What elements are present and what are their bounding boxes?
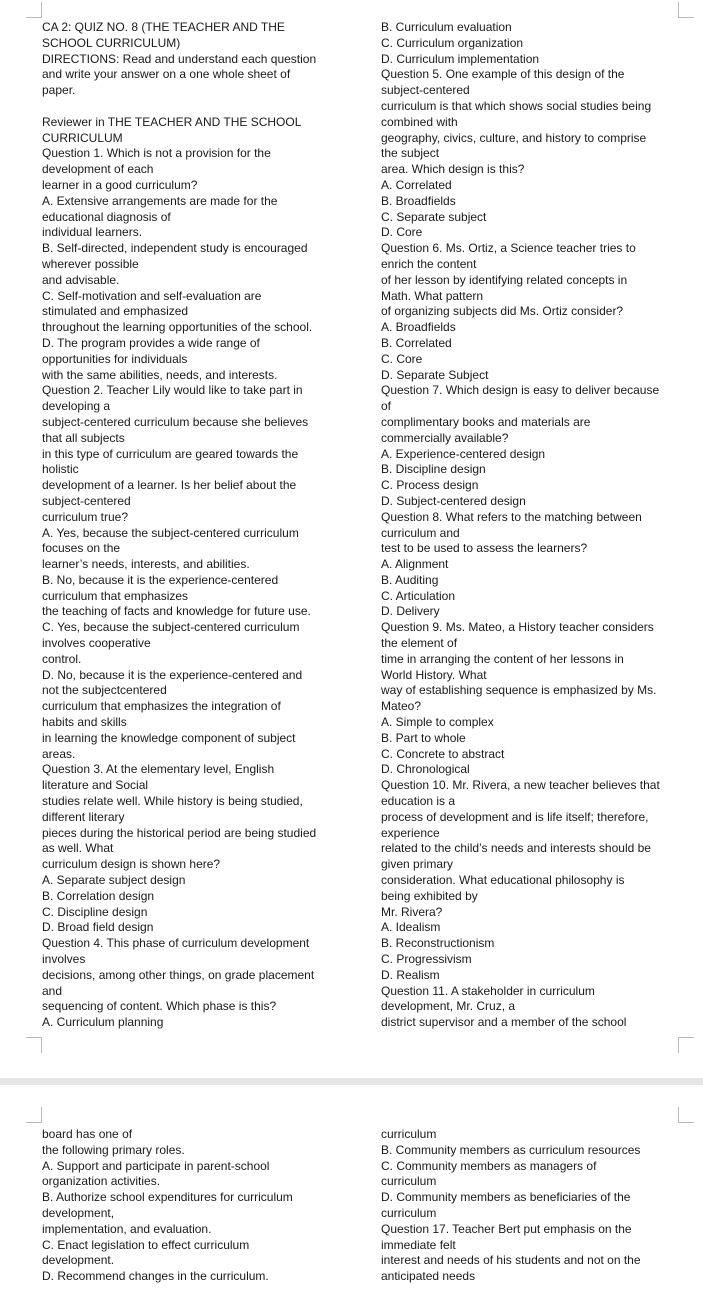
text-line: learner’s needs, interests, and abilities. xyxy=(42,557,250,572)
text-line: Question 5. One example of this design of the xyxy=(381,67,625,82)
text-line: interest and needs of his students and not on the xyxy=(381,1253,641,1268)
text-line: D. Community members as beneficiaries of the xyxy=(381,1190,631,1205)
text-line: A. Alignment xyxy=(381,557,449,572)
text-line: C. Yes, because the subject-centered curriculum xyxy=(42,620,300,635)
text-line: D. Curriculum implementation xyxy=(381,51,540,66)
text-line: Question 8. What refers to the matching between xyxy=(381,509,642,524)
text-line: development of each xyxy=(42,162,154,177)
text-line: CURRICULUM xyxy=(42,130,123,145)
text-line: D. Subject-centered design xyxy=(381,493,526,508)
page-corner-mark xyxy=(26,1037,42,1053)
text-line: the following primary roles. xyxy=(42,1142,185,1157)
text-line: D. Realism xyxy=(381,967,440,982)
text-line: Question 9. Ms. Mateo, a History teacher considers xyxy=(381,620,654,635)
text-line: B. Discipline design xyxy=(381,462,486,477)
text-line: D. Delivery xyxy=(381,604,440,619)
text-line: Question 2. Teacher Lily would like to take part in xyxy=(42,383,303,398)
text-line: Mr. Rivera? xyxy=(381,904,443,919)
text-line: studies relate well. While history is being studied, xyxy=(42,794,303,809)
text-line: B. Broadfields xyxy=(381,193,456,208)
text-line: experience xyxy=(381,825,440,840)
text-line: with the same abilities, needs, and interests. xyxy=(42,367,278,382)
text-line: C. Curriculum organization xyxy=(381,35,524,50)
text-line: related to the child’s needs and interests should be xyxy=(381,841,651,856)
text-line: of organizing subjects did Ms. Ortiz consider? xyxy=(381,304,624,319)
text-line: B. Authorize school expenditures for curriculum xyxy=(42,1190,293,1205)
text-line: throughout the learning opportunities of the school. xyxy=(42,320,313,335)
text-line: board has one of xyxy=(42,1127,133,1141)
text-line: habits and skills xyxy=(42,715,127,730)
text-line: geography, civics, culture, and history to comprise xyxy=(381,130,647,145)
text-line: curriculum xyxy=(381,1127,437,1141)
text-line: involves cooperative xyxy=(42,636,151,651)
text-line: in learning the knowledge component of subject xyxy=(42,730,296,745)
text-line: B. Reconstructionism xyxy=(381,936,495,951)
text-line: C. Community members as managers of xyxy=(381,1158,597,1173)
text-line: organization activities. xyxy=(42,1174,161,1189)
text-line: implementation, and evaluation. xyxy=(42,1221,212,1236)
text-line: D. Core xyxy=(381,225,423,240)
text-line: curriculum xyxy=(381,1174,437,1189)
text-line: commercially available? xyxy=(381,430,509,445)
text-line: Question 1. Which is not a provision for the xyxy=(42,146,271,161)
text-line: immediate felt xyxy=(381,1237,456,1252)
text-line: B. Part to whole xyxy=(381,730,466,745)
text-line: D. The program provides a wide range of xyxy=(42,335,260,350)
text-line: area. Which design is this? xyxy=(381,162,525,177)
text-line: D. No, because it is the experience-centered and xyxy=(42,667,303,682)
text-line: given primary xyxy=(381,857,454,872)
page2-left-column xyxy=(42,1127,352,1285)
text-line: A. Broadfields xyxy=(381,320,456,335)
text-line: development, xyxy=(42,1205,115,1220)
text-line: different literary xyxy=(42,809,125,824)
text-line: the teaching of facts and knowledge for future use. xyxy=(42,604,311,619)
text-line: A. Experience-centered design xyxy=(381,446,546,461)
text-line: Question 11. A stakeholder in curriculum xyxy=(381,983,595,998)
text-line: areas. xyxy=(42,746,76,761)
text-line: Mateo? xyxy=(381,699,422,714)
text-line: individual learners. xyxy=(42,225,143,240)
text-line: pieces during the historical period are being studied xyxy=(42,825,317,840)
text-line: SCHOOL CURRICULUM) xyxy=(42,35,181,50)
text-line: Question 4. This phase of curriculum development xyxy=(42,936,310,951)
text-line: developing a xyxy=(42,399,111,414)
page1-left-column xyxy=(42,20,352,1031)
text-line: Question 3. At the elementary level, English xyxy=(42,762,275,777)
text-line: in this type of curriculum are geared towards the xyxy=(42,446,299,461)
text-line: opportunities for individuals xyxy=(42,351,188,366)
page2-right-column xyxy=(381,1127,691,1285)
text-line: CA 2: QUIZ NO. 8 (THE TEACHER AND THE xyxy=(42,20,285,34)
text-line: sequencing of content. Which phase is this? xyxy=(42,999,277,1014)
text-line xyxy=(42,99,352,115)
text-line: way of establishing sequence is emphasized by Ms. xyxy=(381,683,657,698)
text-line: educational diagnosis of xyxy=(42,209,171,224)
text-line: A. Separate subject design xyxy=(42,873,186,888)
text-line: wherever possible xyxy=(42,256,139,271)
text-line: B. Correlated xyxy=(381,335,452,350)
text-line: of her lesson by identifying related concepts in xyxy=(381,272,628,287)
text-line: test to be used to assess the learners? xyxy=(381,541,588,556)
text-line: development. xyxy=(42,1253,115,1268)
text-line: A. Extensive arrangements are made for the xyxy=(42,193,278,208)
text-line: D. Broad field design xyxy=(42,920,154,935)
text-line: curriculum and xyxy=(381,525,460,540)
page-corner-mark xyxy=(678,1107,694,1123)
text-line: C. Enact legislation to effect curriculum xyxy=(42,1237,250,1252)
text-line: subject-centered curriculum because she believes xyxy=(42,414,309,429)
text-line: C. Core xyxy=(381,351,423,366)
text-line: B. Curriculum evaluation xyxy=(381,20,512,34)
text-line: and write your answer on a one whole sheet of xyxy=(42,67,291,82)
text-line: A. Simple to complex xyxy=(381,715,494,730)
text-line: decisions, among other things, on grade placement xyxy=(42,967,315,982)
text-line: district supervisor and a member of the school xyxy=(381,1015,627,1030)
text-line: A. Curriculum planning xyxy=(42,1015,164,1030)
text-line: the element of xyxy=(381,636,458,651)
text-line: curriculum that emphasizes the integration of xyxy=(42,699,281,714)
text-line: as well. What xyxy=(42,841,114,856)
text-line: A. Correlated xyxy=(381,177,452,192)
text-line: development, Mr. Cruz, a xyxy=(381,999,516,1014)
text-line: C. Separate subject xyxy=(381,209,487,224)
text-line: education is a xyxy=(381,794,456,809)
text-line: and xyxy=(42,983,63,998)
text-line: DIRECTIONS: Read and understand each question xyxy=(42,51,317,66)
text-line: C. Discipline design xyxy=(42,904,148,919)
text-line: D. Separate Subject xyxy=(381,367,489,382)
text-line: Math. What pattern xyxy=(381,288,484,303)
page1-right-column xyxy=(381,20,691,1031)
text-line: B. Auditing xyxy=(381,572,439,587)
text-line: the subject xyxy=(381,146,440,161)
text-line: C. Articulation xyxy=(381,588,456,603)
text-line: A. Yes, because the subject-centered curriculum xyxy=(42,525,299,540)
text-line: Question 17. Teacher Bert put emphasis on the xyxy=(381,1221,632,1236)
text-line: not the subjectcentered xyxy=(42,683,167,698)
text-line: curriculum that emphasizes xyxy=(42,588,189,603)
text-line: curriculum is that which shows social studies being xyxy=(381,98,652,113)
text-line: focuses on the xyxy=(42,541,121,556)
text-line: C. Self-motivation and self-evaluation are xyxy=(42,288,262,303)
text-line: Question 10. Mr. Rivera, a new teacher believes that xyxy=(381,778,660,793)
text-line: Question 6. Ms. Ortiz, a Science teacher tries to xyxy=(381,241,636,256)
text-line: complimentary books and materials are xyxy=(381,414,591,429)
text-line: combined with xyxy=(381,114,458,129)
text-line: Question 7. Which design is easy to deliver because xyxy=(381,383,660,398)
text-line: of xyxy=(381,399,392,414)
text-line: B. Community members as curriculum resources xyxy=(381,1142,641,1157)
text-line: process of development and is life itself; therefore, xyxy=(381,809,649,824)
page-corner-mark xyxy=(26,2,42,18)
page-corner-mark xyxy=(678,1037,694,1053)
text-line: subject-centered xyxy=(381,83,470,98)
text-line: B. Correlation design xyxy=(42,888,155,903)
text-line: B. No, because it is the experience-centered xyxy=(42,572,279,587)
text-line: time in arranging the content of her lessons in xyxy=(381,651,624,666)
text-line: C. Concrete to abstract xyxy=(381,746,505,761)
text-line: learner in a good curriculum? xyxy=(42,177,198,192)
text-line: development of a learner. Is her belief about the xyxy=(42,478,297,493)
text-line: control. xyxy=(42,651,82,666)
text-line: D. Recommend changes in the curriculum. xyxy=(42,1269,269,1284)
text-line: holistic xyxy=(42,462,79,477)
page-corner-mark xyxy=(678,2,694,18)
text-line: curriculum design is shown here? xyxy=(42,857,221,872)
text-line: literature and Social xyxy=(42,778,149,793)
document-page-2 xyxy=(0,1085,703,1289)
text-line: involves xyxy=(42,952,86,967)
text-line: curriculum true? xyxy=(42,509,129,524)
text-line: that all subjects xyxy=(42,430,125,445)
text-line: World History. What xyxy=(381,667,487,682)
text-line: anticipated needs xyxy=(381,1269,476,1284)
text-line: stimulated and emphasized xyxy=(42,304,189,319)
text-line: A. Support and participate in parent-school xyxy=(42,1158,270,1173)
text-line: being exhibited by xyxy=(381,888,478,903)
text-line: subject-centered xyxy=(42,493,131,508)
page-corner-mark xyxy=(26,1107,42,1123)
text-line: curriculum xyxy=(381,1205,437,1220)
text-line: A. Idealism xyxy=(381,920,441,935)
text-line: and advisable. xyxy=(42,272,120,287)
text-line: enrich the content xyxy=(381,256,477,271)
text-line: paper. xyxy=(42,83,76,98)
page-separator xyxy=(0,1078,703,1085)
text-line: B. Self-directed, independent study is encouraged xyxy=(42,241,308,256)
text-line: D. Chronological xyxy=(381,762,470,777)
text-line: C. Progressivism xyxy=(381,952,472,967)
text-line: C. Process design xyxy=(381,478,479,493)
text-line: consideration. What educational philosophy is xyxy=(381,873,625,888)
text-line: Reviewer in THE TEACHER AND THE SCHOOL xyxy=(42,114,302,129)
